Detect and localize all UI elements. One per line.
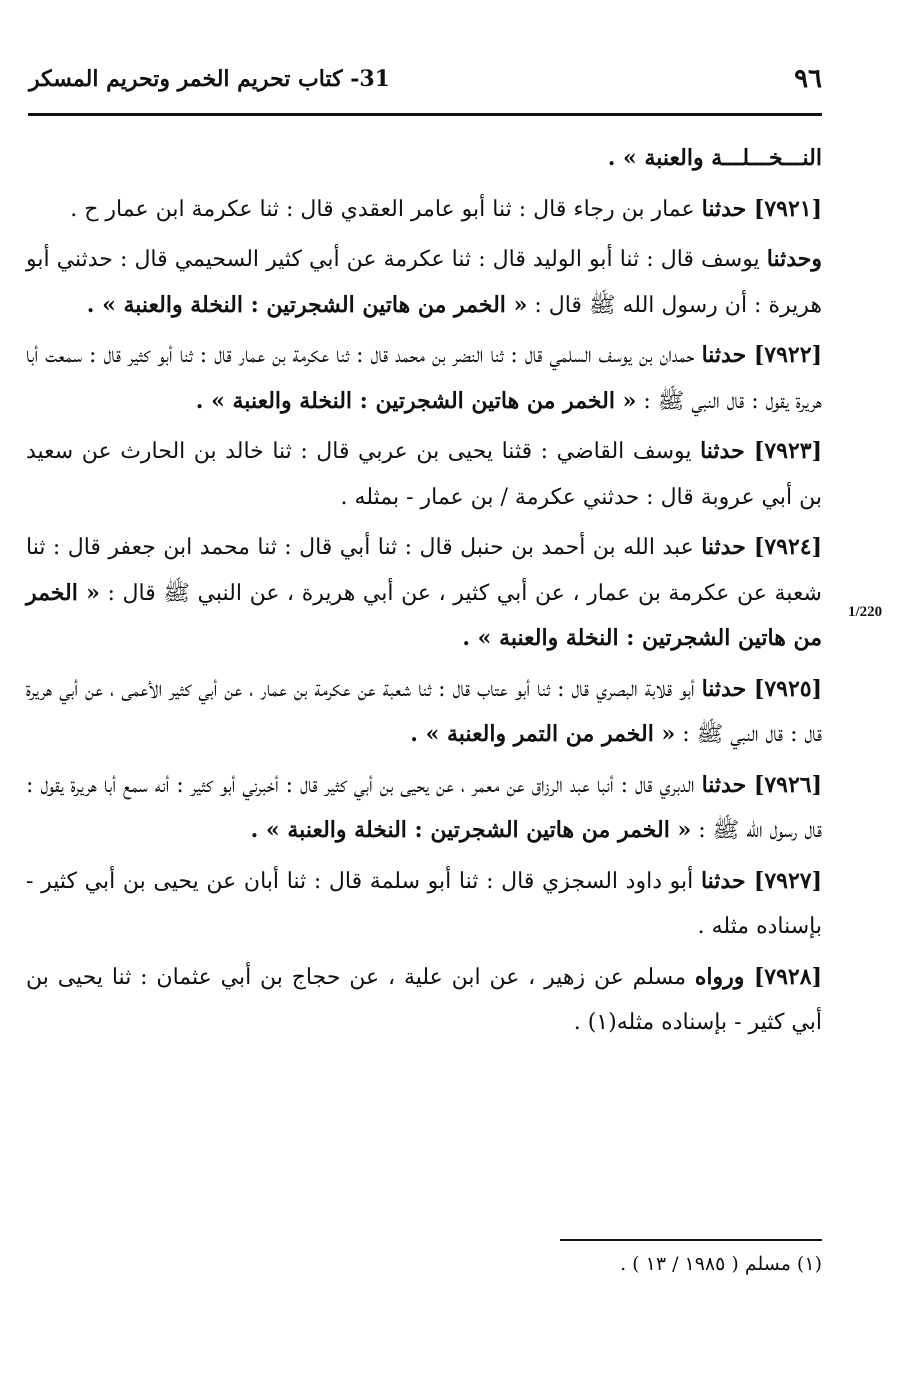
page-number: ٩٦ [794, 64, 822, 94]
running-header-title: 31- كتاب تحريم الخمر وتحريم المسكر [29, 66, 390, 92]
text-segment: الدبري قال : أنبا عبد الرزاق عن معمر ، عن يحيى بن أبي كثير قال : أخبرني أبو كثير : أنه سمع أبا هريرة يقول : قال رسول الله ﷺ : [26, 772, 822, 843]
hadith-paragraph [26, 763, 822, 854]
bold-text-segment: « الخمر من هاتين الشجرتين : النخلة والعنبة » . [195, 387, 637, 414]
bold-text-segment: [٧٩٢١] حدثنا [701, 195, 822, 222]
text-segment: مسلم عن زهير ، عن ابن علية ، عن حجاج بن أبي عثمان : ثنا يحيى بن أبي كثير - بإسناده مثله(١) . [26, 964, 822, 1035]
bold-text-segment: « الخمر من التمر والعنبة » . [410, 721, 676, 747]
hadith-paragraph [26, 859, 822, 950]
bold-text-segment: [٧٩٢٥] حدثنا [701, 675, 822, 702]
bold-text-segment: [٧٩٢٦] حدثنا [701, 771, 822, 798]
bold-text-segment: [٧٩٢٤] حدثنا [701, 534, 822, 560]
text-segment: يوسف القاضي : قثنا يحيى بن عربي قال : ثنا خالد بن الحارث عن سعيد بن أبي عروبة قال : حدثني عكرمة / بن عمار - بمثله . [26, 439, 822, 510]
bold-text-segment: « الخمر من هاتين الشجرتين : النخلة والعنبة » . [86, 291, 528, 318]
bold-text-segment: « الخمر من هاتين الشجرتين : النخلة والعنبة » . [250, 817, 692, 843]
bold-text-segment: « الخمر من هاتين الشجرتين : النخلة والعنبة » . [26, 579, 822, 651]
text-segment: يوسف قال : ثنا أبو الوليد قال : ثنا عكرمة عن أبي كثير السحيمي قال : حدثني أبو هريرة : أن رسول الله ﷺ قال : [26, 247, 822, 318]
hadith-body [26, 136, 822, 1051]
bold-text-segment: النـــخـــلـــة والعنبة » . [607, 145, 822, 171]
bold-text-segment: [٧٩٢٨] ورواه [694, 963, 822, 990]
hadith-paragraph [26, 333, 822, 424]
hadith-paragraph [26, 237, 822, 328]
margin-reference: 1/220 [848, 604, 883, 620]
text-segment: أبو داود السجزي قال : ثنا أبو سلمة قال : ثنا أبان عن يحيى بن أبي كثير - بإسناده مثله . [26, 868, 822, 939]
hadith-paragraph [26, 667, 822, 758]
header-rule [28, 113, 822, 116]
bold-text-segment: وحدثنا [766, 246, 822, 272]
hadith-paragraph [26, 525, 822, 662]
text-segment: أبو قلابة البصري قال : ثنا أبو عتاب قال : ثنا شعبة عن عكرمة بن عمار ، عن أبي كثير الأعمى ، عن أبي هريرة قال : قال النبي ﷺ : [26, 676, 822, 747]
footnote: (١) مسلم ( ١٩٨٥ / ١٣ ) . [620, 1253, 822, 1275]
hadith-paragraph [26, 429, 822, 520]
bold-text-segment: [٧٩٢٣] حدثنا [700, 438, 823, 464]
text-segment: عمار بن رجاء قال : ثنا أبو عامر العقدي قال : ثنا عكرمة ابن عمار ح . [70, 196, 702, 222]
hadith-paragraph [26, 955, 822, 1046]
hadith-paragraph [26, 187, 822, 233]
bold-text-segment: [٧٩٢٢] حدثنا [701, 342, 822, 368]
text-segment: عبد الله بن أحمد بن حنبل قال : ثنا أبي قال : ثنا محمد ابن جعفر قال : ثنا شعبة عن عكرمة بن عمار ، عن أبي كثير ، عن أبي هريرة ، عن النبي ﷺ قال : [26, 535, 822, 606]
hadith-paragraph [26, 136, 822, 182]
footnote-rule [560, 1239, 822, 1241]
bold-text-segment: [٧٩٢٧] حدثنا [700, 867, 822, 894]
text-segment: حمدان بن يوسف السلمي قال : ثنا النضر بن محمد قال : ثنا عكرمة بن عمار قال : ثنا أبو كثير قال : سمعت أبا هريرة يقول : قال النبي ﷺ : [26, 343, 822, 414]
